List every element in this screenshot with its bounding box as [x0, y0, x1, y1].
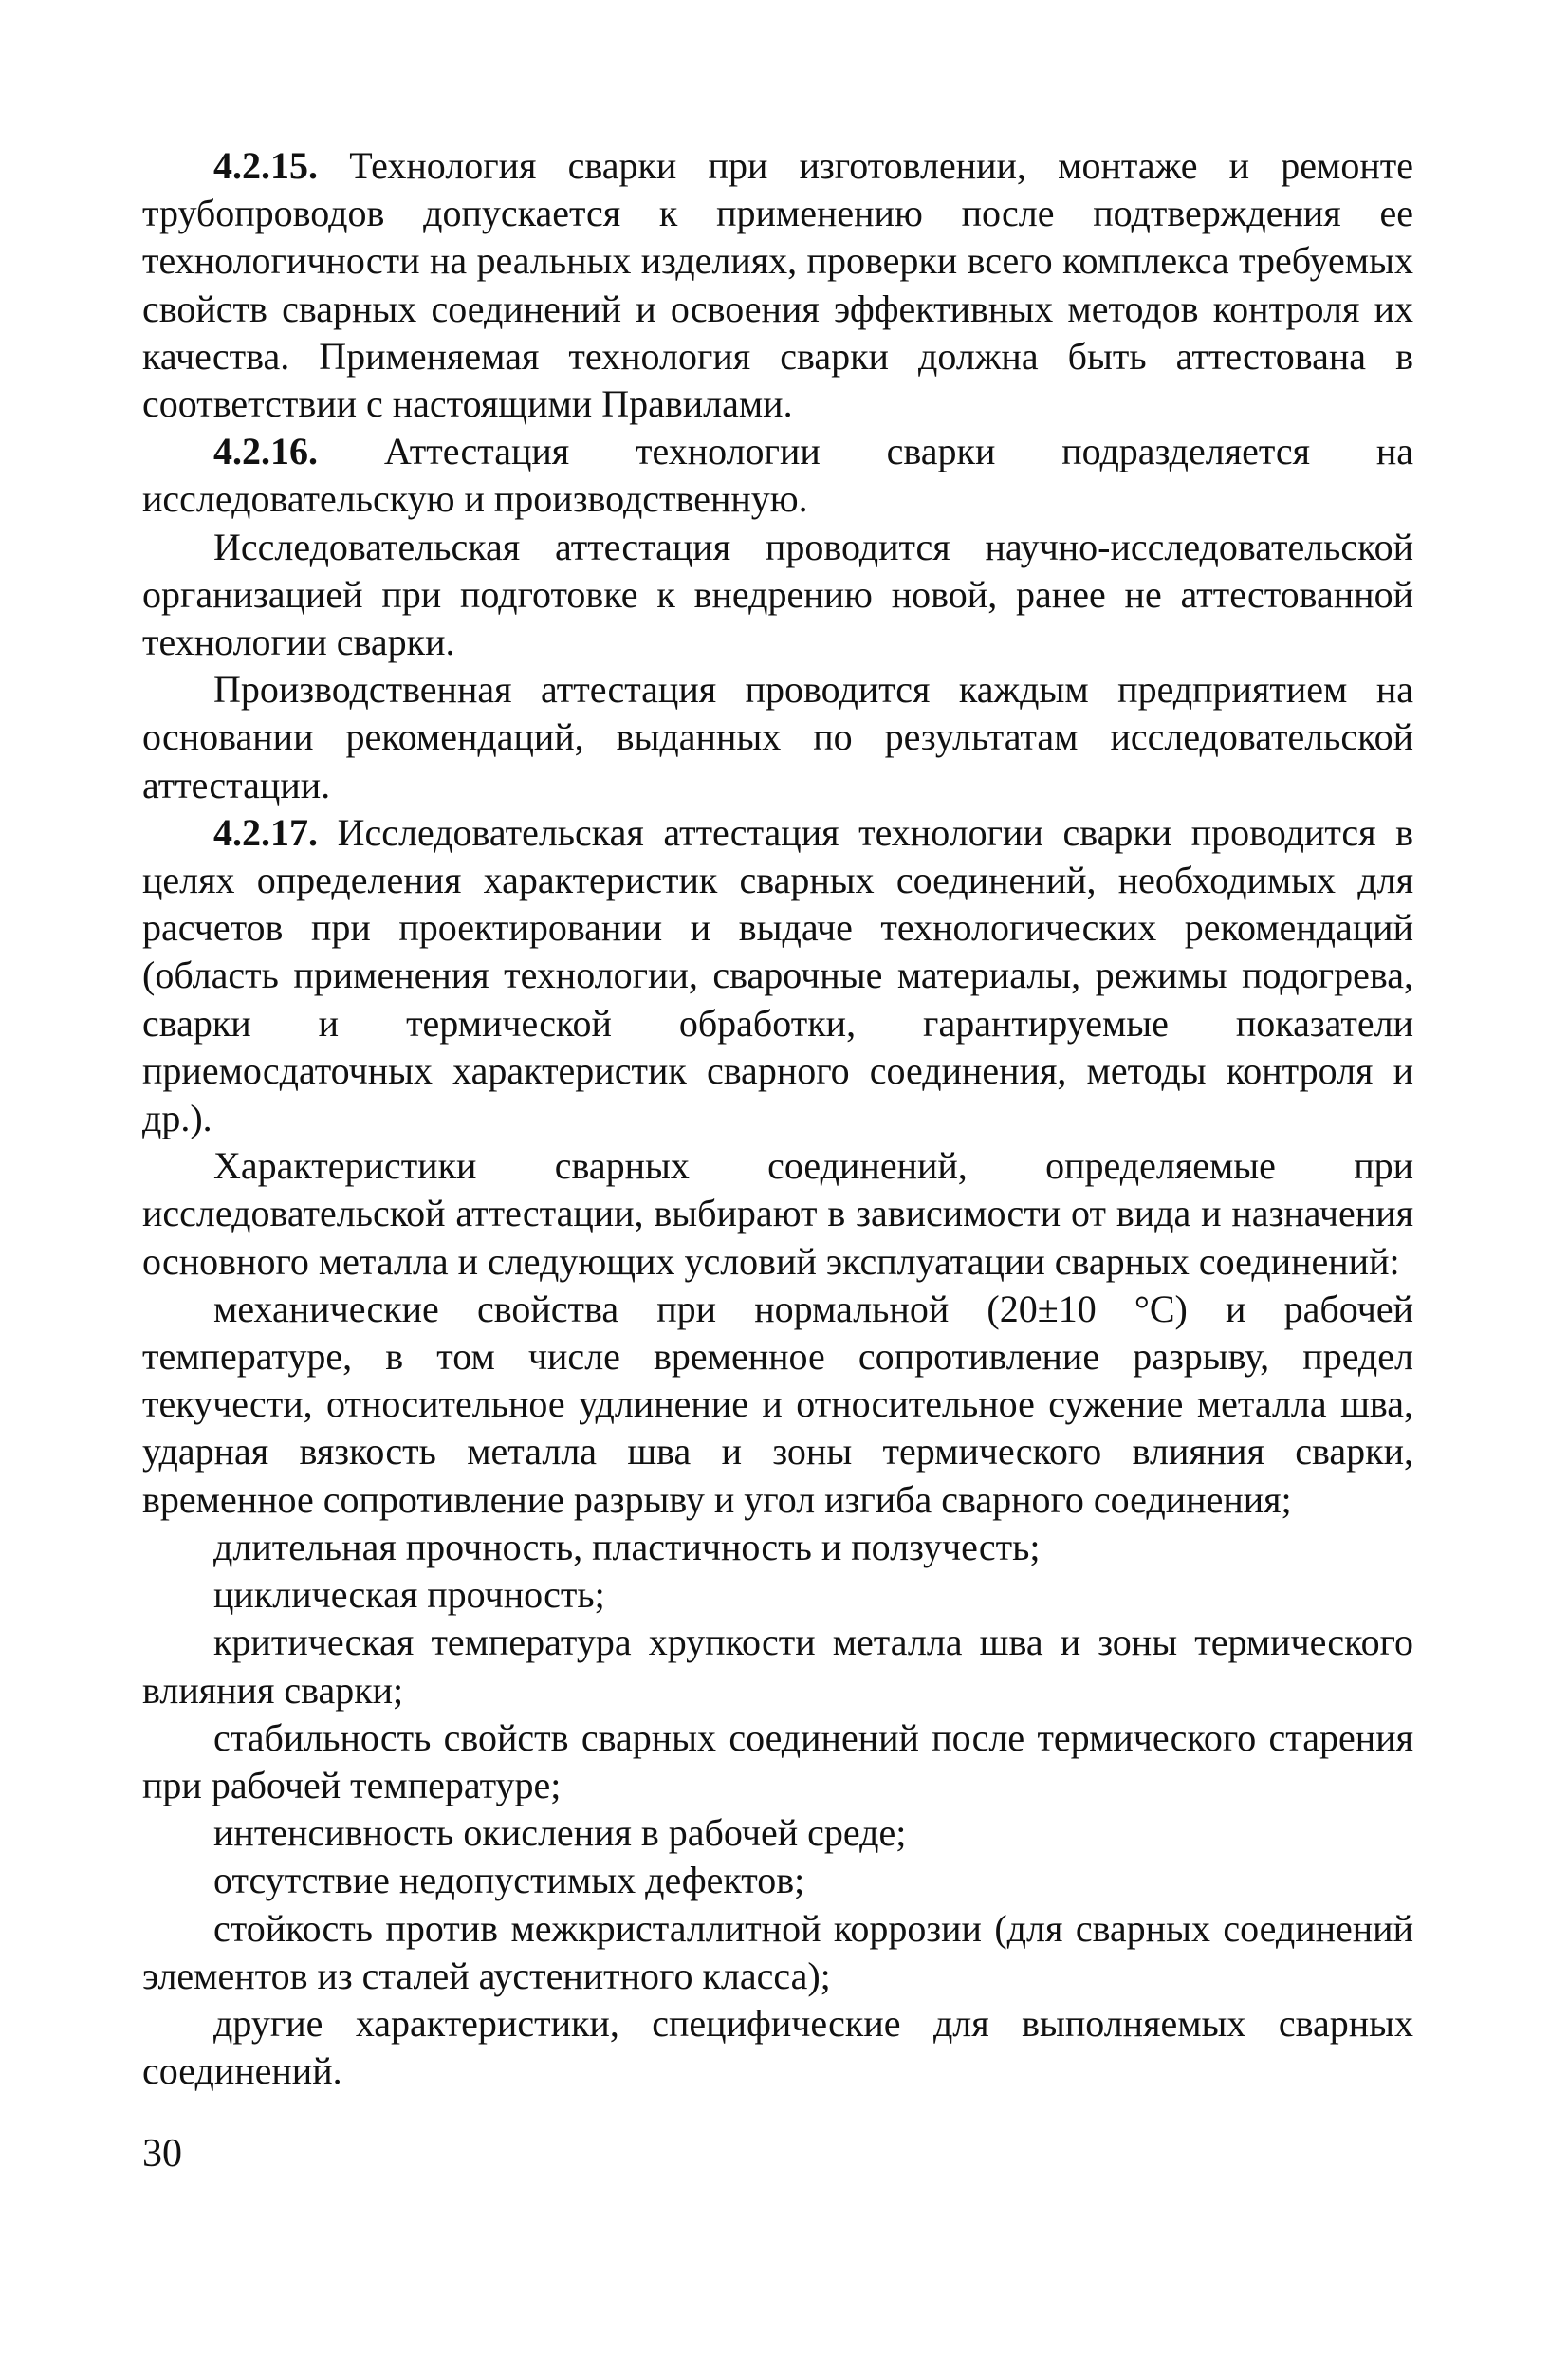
paragraph-text: Технология сварки при изготовлении, монтаже и ремонте трубопроводов допускается к применению после подтверждения ее технологичности на реальных изделиях, проверки всего комплекса требуемых свойств сварных соединений и освоения эффективных методов контроля их качества. Применяемая технология сварки должна быть аттестована в соответствии с настоящими Правилами. [142, 144, 1413, 426]
paragraph-production-attestation: Производственная аттестация проводится каждым предприятием на основании рекомендаций, выданных по результатам исследовательской аттестации. [142, 668, 1413, 806]
paragraph-4-2-16 [142, 428, 1413, 523]
paragraph-research-attestation: Исследовательская аттестация проводится научно-исследовательской организацией при подготовке к внедрению новой, ранее не аттестованной технологии сварки. [142, 525, 1413, 664]
list-item-critical-temperature: критическая температура хрупкости металла шва и зоны термического влияния сварки; [142, 1621, 1413, 1712]
section-number-4-2-15: 4.2.15. [213, 144, 318, 187]
body-text [142, 142, 1413, 2095]
list-item-corrosion-resistance: стойкость против межкристаллитной коррозии (для сварных соединений элементов из сталей аустенитного класса); [142, 1906, 1413, 1997]
list-item-no-defects: отсутствие недопустимых дефектов; [213, 1859, 805, 1902]
list-item-property-stability: стабильность свойств сварных соединений после термического старения при рабочей температуре; [142, 1715, 1413, 1806]
list-item-mechanical-properties: механические свойства при нормальной (20±10 °С) и рабочей температуре, в том числе временное сопротивление разрыву, предел текучести, относительное удлинение и относительное сужение металла шва, ударная вязкость металла шва и зоны термического влияния сварки, временное сопротивление разрыву и угол изгиба сварного соединения; [142, 1287, 1413, 1521]
list-item-cyclic-strength: циклическая прочность; [213, 1573, 605, 1617]
list-item-other-characteristics: другие характеристики, специфические для выполняемых сварных соединений. [142, 2001, 1413, 2093]
list-item-long-term-strength: длительная прочность, пластичность и ползучесть; [213, 1525, 1041, 1568]
paragraph-4-2-15 [142, 142, 1413, 428]
section-number-4-2-17: 4.2.17. [213, 810, 318, 854]
section-number-4-2-16: 4.2.16. [213, 430, 318, 473]
list-item-oxidation-intensity: интенсивность окисления в рабочей среде; [213, 1811, 907, 1855]
paragraph-characteristics-intro: Характеристики сварных соединений, определяемые при исследовательской аттестации, выбирают в зависимости от вида и назначения основного металла и следующих условий эксплуатации сварных соединений: [142, 1144, 1413, 1283]
page-number: 30 [142, 2132, 182, 2176]
paragraph-4-2-17 [142, 809, 1413, 1142]
paragraph-text: Исследовательская аттестация технологии сварки проводится в целях определения характеристик сварных соединений, необходимых для расчетов при проектировании и выдаче технологических рекомендаций (область применения технологии, сварочные материалы, режимы подогрева, сварки и термической обработки, гарантируемые показатели приемосдаточных характеристик сварного соединения, методы контроля и др.). [142, 810, 1413, 1140]
paragraph-text: Аттестация технологии сварки подразделяется на исследовательскую и производственную. [142, 430, 1413, 521]
